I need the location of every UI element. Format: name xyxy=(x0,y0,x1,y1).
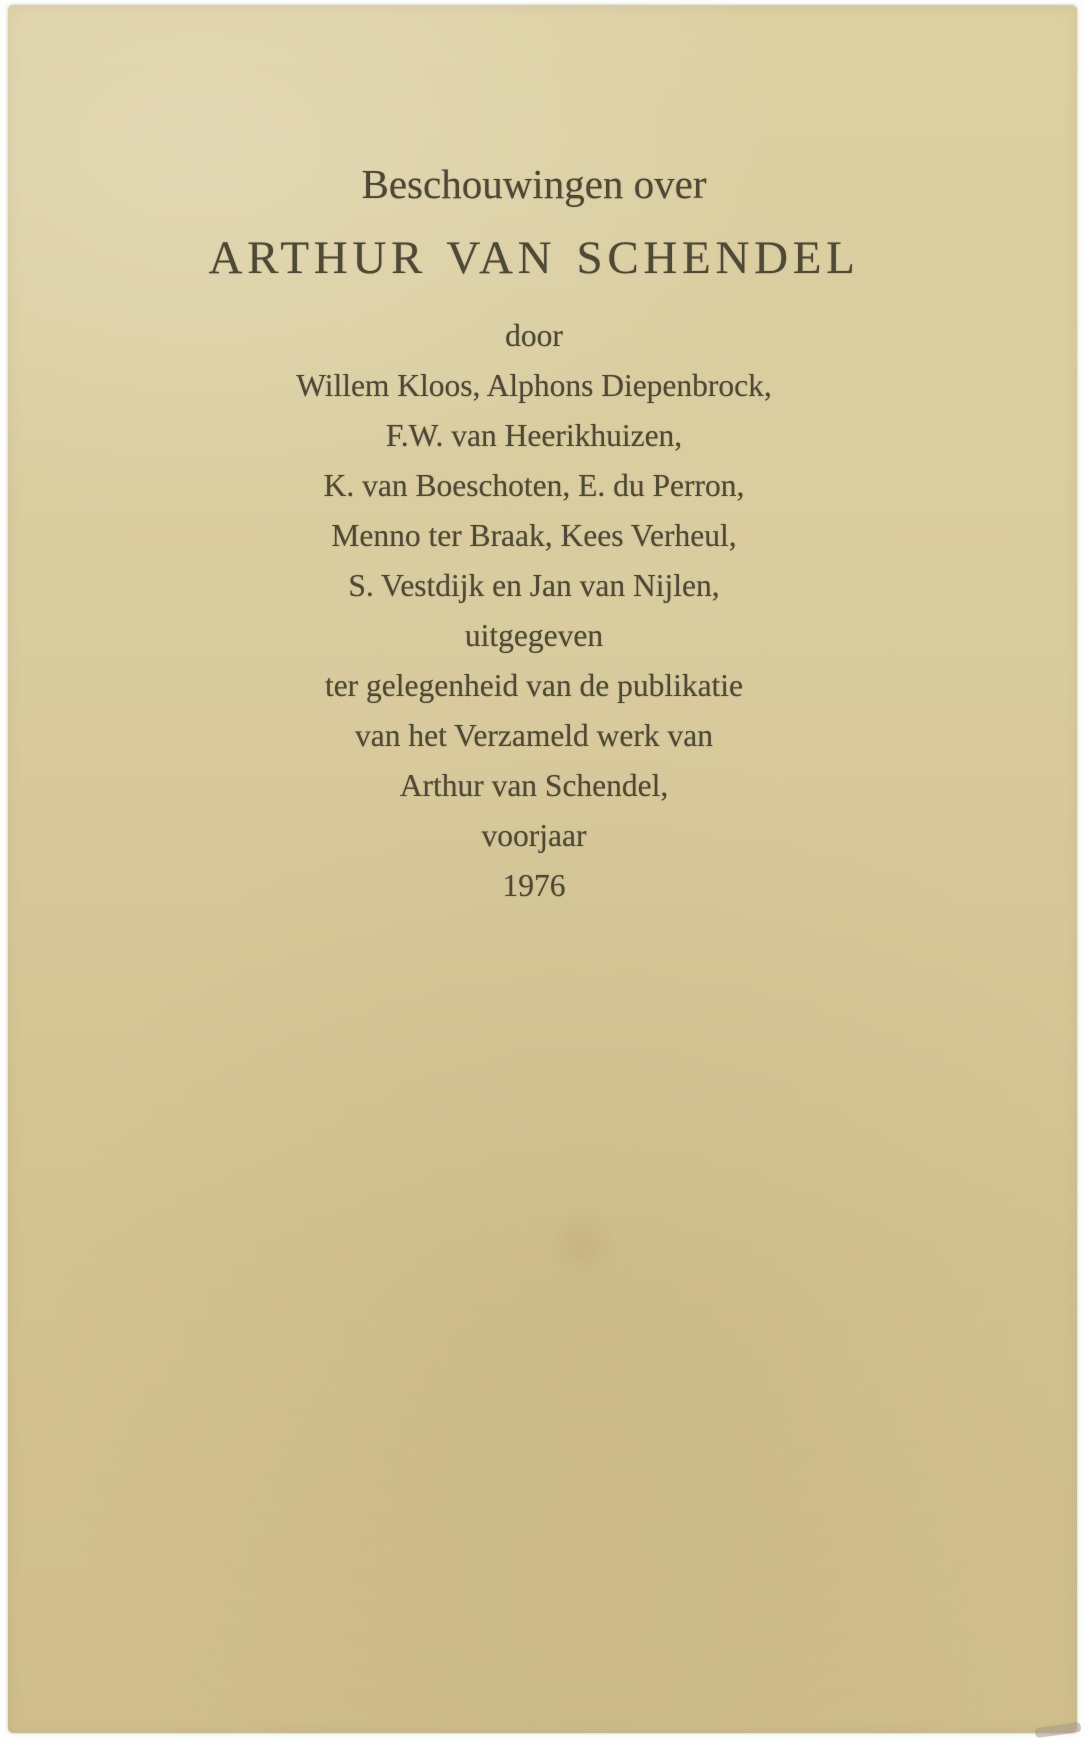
byline-door: door xyxy=(505,318,563,353)
series-intro-line: Beschouwingen over xyxy=(361,161,707,207)
author-line: Menno ter Braak, Kees Verheul, xyxy=(331,518,737,553)
season-line: voorjaar xyxy=(481,818,587,853)
imprint-lines xyxy=(8,311,1060,911)
author-line: F.W. van Heerikhuizen, xyxy=(385,418,683,453)
bottom-right-corner-shadow xyxy=(1035,1722,1082,1738)
publication-line: Arthur van Schendel, xyxy=(399,768,669,803)
title-page-text-block xyxy=(8,157,1060,911)
paper-smudge xyxy=(548,1210,618,1280)
publication-line: ter gelegenheid van de publikatie xyxy=(324,668,744,703)
author-line: K. van Boeschoten, E. du Perron, xyxy=(323,468,745,503)
publication-line: van het Verzameld werk van xyxy=(354,718,714,753)
book-title: ARTHUR VAN SCHENDEL xyxy=(208,232,860,284)
author-line: Willem Kloos, Alphons Diepenbrock, xyxy=(296,368,772,403)
publication-line: uitgegeven xyxy=(464,618,604,653)
author-line: S. Vestdijk en Jan van Nijlen, xyxy=(348,568,720,603)
book-cover-page xyxy=(8,5,1077,1733)
year-line: 1976 xyxy=(502,868,566,903)
